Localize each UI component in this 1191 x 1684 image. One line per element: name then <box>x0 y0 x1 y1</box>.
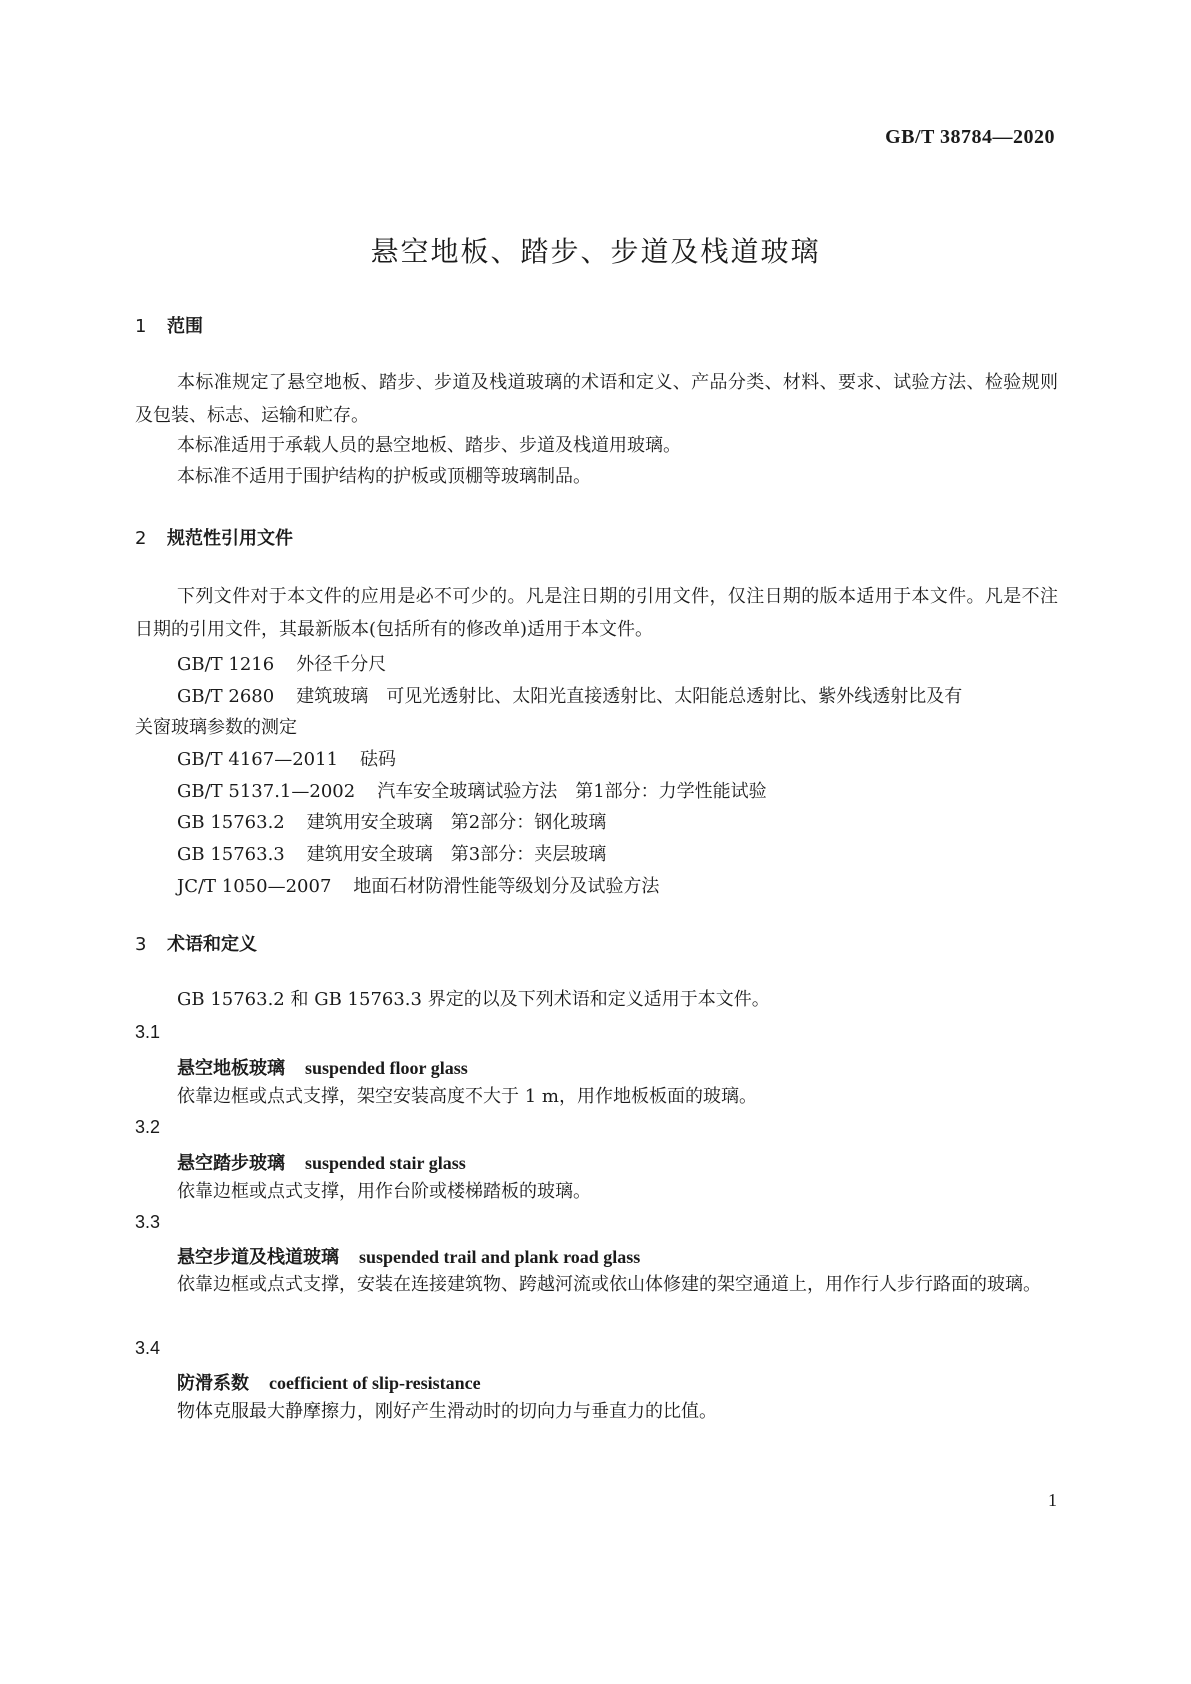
section-3-heading <box>135 930 257 956</box>
reference-item <box>177 745 396 771</box>
reference-title-continued: 关窗玻璃参数的测定 <box>135 717 297 738</box>
reference-code: GB/T 5137.1—2002 <box>177 781 356 802</box>
reference-title: 外径千分尺 <box>296 654 387 675</box>
term-definition: 依靠边框或点式支撑，架空安装高度不大于 1 m，用作地板板面的玻璃。 <box>177 1086 757 1107</box>
term-name <box>177 1369 481 1395</box>
paragraph: 本标准适用于承载人员的悬空地板、踏步、步道及栈道用玻璃。 <box>177 435 681 456</box>
term-name-en: suspended trail and plank road glass <box>359 1247 641 1267</box>
reference-title: 建筑用安全玻璃 第2部分：钢化玻璃 <box>306 812 607 833</box>
reference-title: 汽车安全玻璃试验方法 第1部分：力学性能试验 <box>377 781 767 802</box>
reference-code: GB/T 1216 <box>177 654 275 675</box>
section-title: 范围 <box>167 316 203 337</box>
paragraph: 本标准规定了悬空地板、踏步、步道及栈道玻璃的术语和定义、产品分类、材料、要求、试验方法、检验规则及包装、标志、运输和贮存。 <box>135 372 1058 426</box>
reference-item <box>177 777 767 803</box>
reference-code: GB/T 2680 <box>177 686 275 707</box>
section-number: 3 <box>135 934 147 955</box>
section-number: 1 <box>135 316 147 337</box>
paragraph: 本标准不适用于围护结构的护板或顶棚等玻璃制品。 <box>177 466 591 487</box>
reference-code: GB 15763.3 <box>177 844 285 865</box>
page-number: 1 <box>1048 1490 1057 1510</box>
reference-item <box>177 840 606 866</box>
reference-item <box>177 808 606 834</box>
term-name-en: suspended stair glass <box>305 1153 466 1173</box>
term-name-en: suspended floor glass <box>305 1058 468 1078</box>
document-title: 悬空地板、踏步、步道及栈道玻璃 <box>370 235 821 268</box>
term-name-zh: 悬空步道及栈道玻璃 <box>177 1247 339 1268</box>
section-number: 2 <box>135 528 147 549</box>
term-number: 3.3 <box>135 1212 161 1232</box>
reference-title: 地面石材防滑性能等级划分及试验方法 <box>353 876 660 897</box>
term-name-en: coefficient of slip-resistance <box>269 1373 481 1393</box>
reference-code: JC/T 1050—2007 <box>177 876 332 897</box>
reference-item <box>177 872 659 898</box>
paragraph: 下列文件对于本文件的应用是必不可少的。凡是注日期的引用文件，仅注日期的版本适用于本文件。凡是不注日期的引用文件，其最新版本(包括所有的修改单)适用于本文件。 <box>135 586 1058 640</box>
term-number: 3.4 <box>135 1338 161 1358</box>
reference-item <box>177 682 962 708</box>
reference-code: GB/T 4167—2011 <box>177 749 339 770</box>
reference-title: 砝码 <box>360 749 397 770</box>
term-definition: 依靠边框或点式支撑，安装在连接建筑物、跨越河流或依山体修建的架空通道上，用作行人步行路面的玻璃。 <box>177 1274 1041 1295</box>
reference-title: 建筑玻璃 可见光透射比、太阳光直接透射比、太阳能总透射比、紫外线透射比及有 <box>296 686 963 707</box>
section-title: 规范性引用文件 <box>167 528 293 549</box>
term-name-zh: 悬空踏步玻璃 <box>177 1153 285 1174</box>
term-name-zh: 悬空地板玻璃 <box>177 1058 285 1079</box>
term-number: 3.2 <box>135 1117 161 1137</box>
paragraph: GB 15763.2 和 GB 15763.3 界定的以及下列术语和定义适用于本文件。 <box>177 989 770 1010</box>
reference-title: 建筑用安全玻璃 第3部分：夹层玻璃 <box>306 844 607 865</box>
term-name-zh: 防滑系数 <box>177 1373 249 1394</box>
term-number: 3.1 <box>135 1022 161 1042</box>
term-definition: 物体克服最大静摩擦力，刚好产生滑动时的切向力与垂直力的比值。 <box>177 1401 717 1422</box>
term-name <box>177 1149 466 1175</box>
reference-code: GB 15763.2 <box>177 812 285 833</box>
standard-number: GB/T 38784—2020 <box>885 126 1055 148</box>
reference-item <box>177 650 386 676</box>
section-title: 术语和定义 <box>167 934 257 955</box>
section-1-heading <box>135 312 203 338</box>
term-name <box>177 1243 640 1269</box>
term-definition: 依靠边框或点式支撑，用作台阶或楼梯踏板的玻璃。 <box>177 1181 591 1202</box>
section-2-heading <box>135 524 293 550</box>
term-name <box>177 1054 468 1080</box>
